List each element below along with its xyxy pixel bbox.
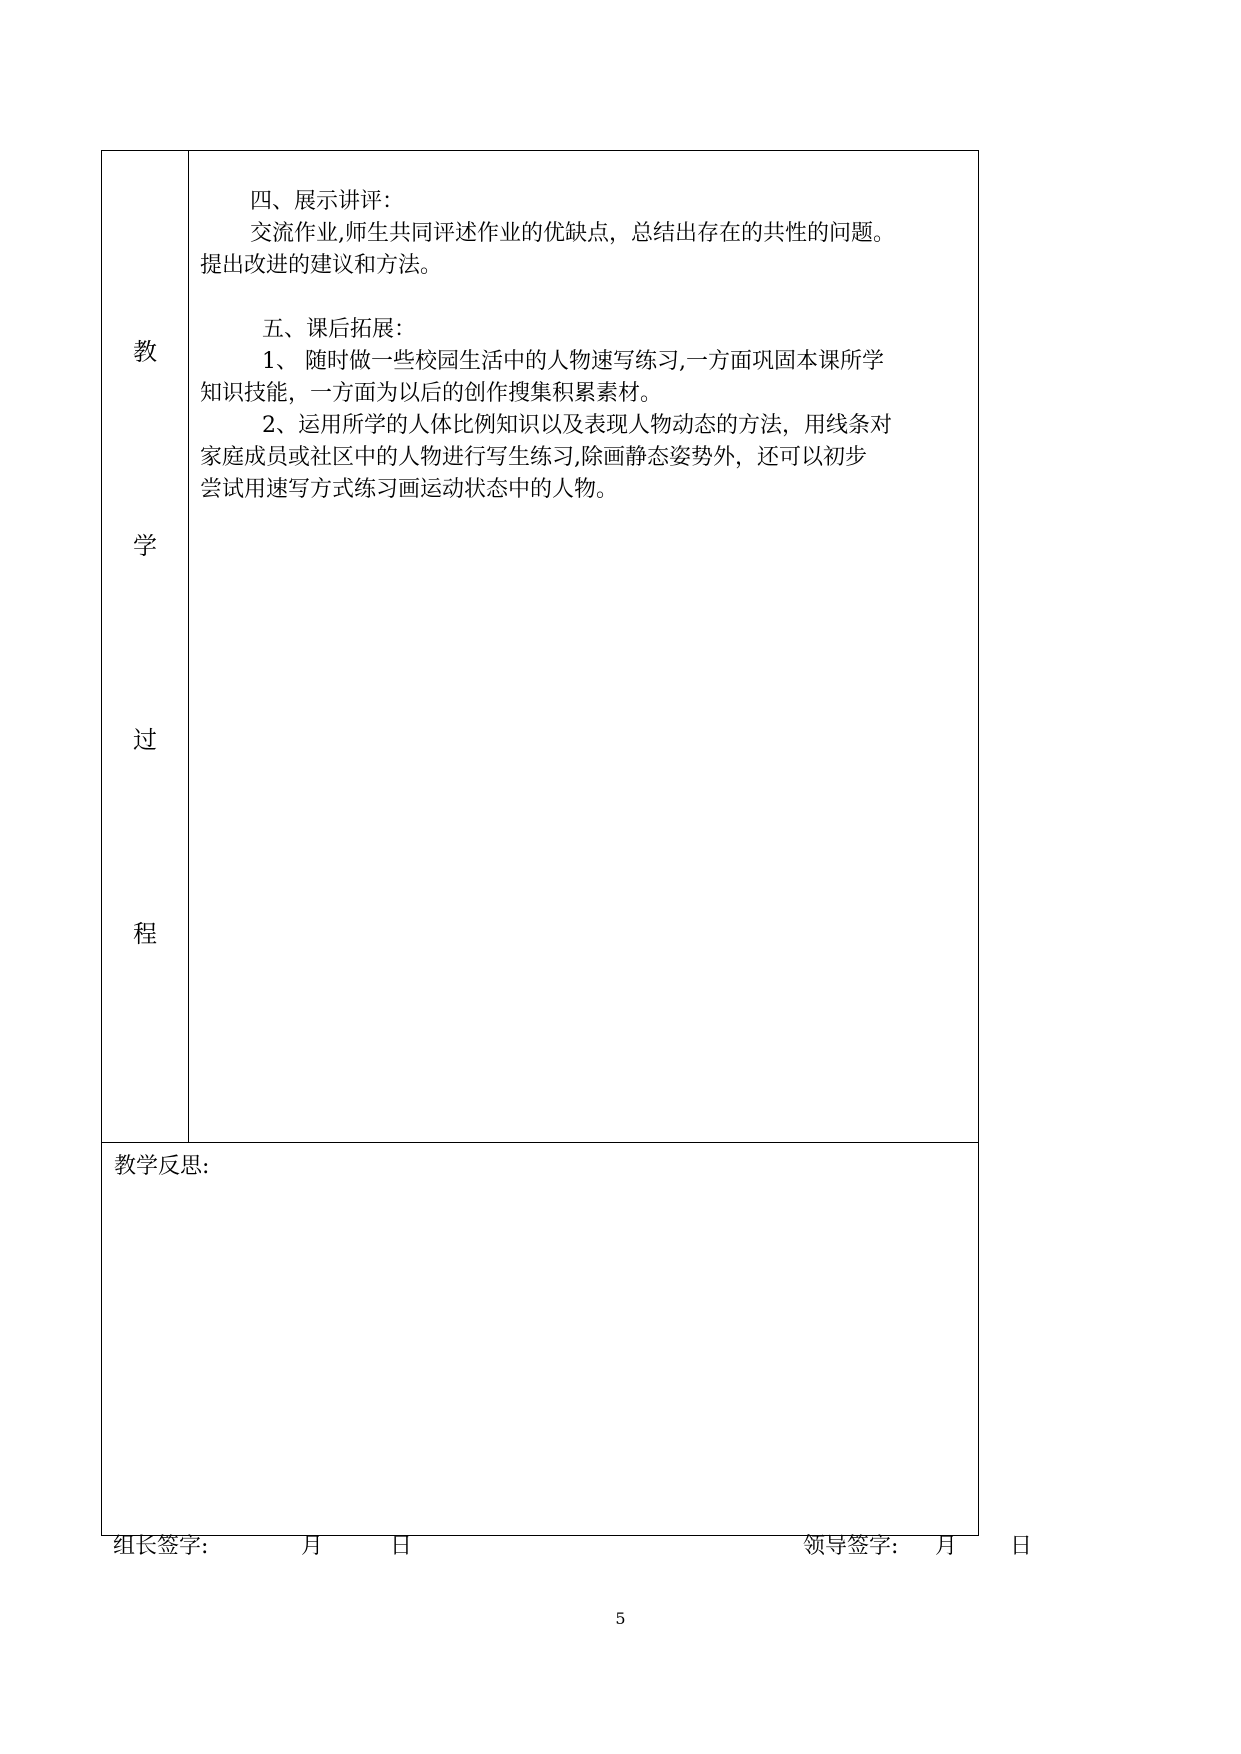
section-4-text: 交流作业,师生共同评述作业的优缺点，总结出存在的共性的问题。 — [250, 221, 895, 246]
teaching-process-content — [200, 186, 972, 506]
reflection-label: 教学反思: — [114, 1154, 210, 1179]
section-5-item-2: 2、运用所学的人体比例知识以及表现人物动态的方法，用线条对 — [262, 413, 892, 438]
leader-day-label: 日 — [390, 1534, 413, 1559]
director-month-label: 月 — [935, 1534, 958, 1559]
page-number: 5 — [615, 1609, 626, 1628]
director-signature-label: 领导签字: — [803, 1534, 899, 1559]
leader-month-label: 月 — [301, 1534, 324, 1559]
section-5-item-2: 尝试用速写方式练习画运动状态中的人物。 — [200, 477, 619, 502]
teaching-process-label — [102, 151, 189, 1142]
section-4-text: 提出改进的建议和方法。 — [200, 253, 443, 278]
section-5-item-2: 家庭成员或社区中的人物进行写生练习,除画静态姿势外，还可以初步 — [200, 445, 867, 470]
teaching-process-row — [102, 151, 978, 1143]
section-5-item-1: 1、 随时做一些校园生活中的人物速写练习,一方面巩固本课所学 — [262, 349, 884, 374]
side-label-char: 教 — [133, 338, 157, 366]
section-5-title: 五、课后拓展： — [262, 317, 417, 342]
lesson-plan-table — [101, 150, 979, 1536]
side-label-char: 学 — [133, 532, 157, 560]
side-label-char: 程 — [133, 920, 157, 948]
section-4-title: 四、展示讲评： — [250, 189, 405, 214]
section-5-item-1: 知识技能，一方面为以后的创作搜集积累素材。 — [200, 381, 663, 406]
side-label-char: 过 — [133, 726, 157, 754]
leader-signature-label: 组长签字: — [113, 1534, 209, 1559]
director-day-label: 日 — [1010, 1534, 1033, 1559]
